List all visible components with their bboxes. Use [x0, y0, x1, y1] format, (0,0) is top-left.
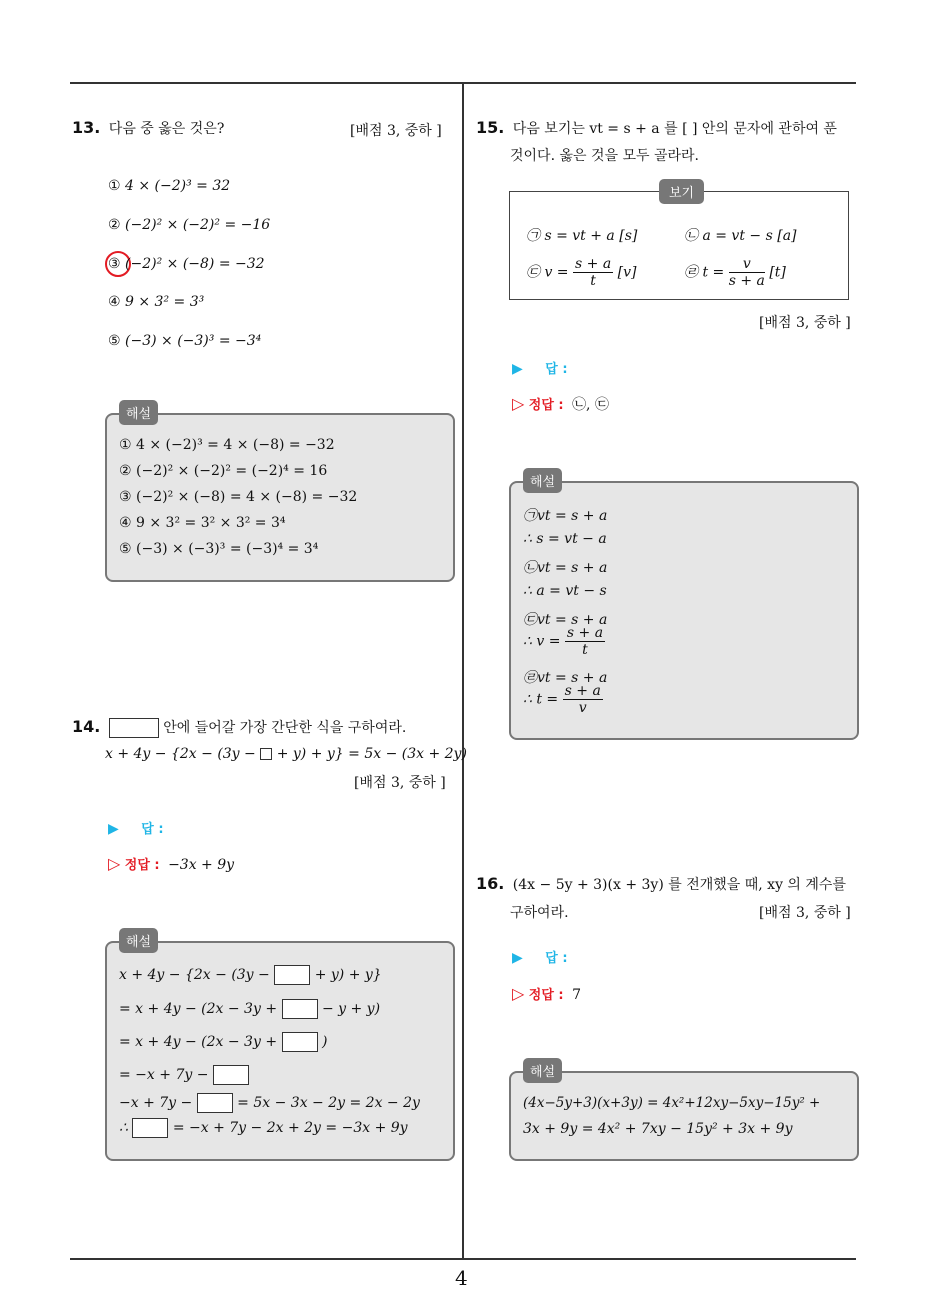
q16-meta: [배점 3, 중하 ]	[759, 905, 851, 921]
q14-correct-row	[108, 854, 234, 873]
q13-choice-2[interactable]: ② (−2)² × (−2)² = −16	[108, 217, 271, 233]
q13-sol-line-3: ③ (−2)² × (−8) = 4 × (−8) = −32	[119, 489, 358, 505]
q13-sol-line-1: ① 4 × (−2)³ = 4 × (−8) = −32	[119, 437, 335, 453]
q15-number: 15.	[476, 118, 505, 137]
q15-bogi-tag: 보기	[659, 179, 704, 204]
q15-bogi-box	[509, 191, 849, 300]
q16-text-1: (4x − 5y + 3)(x + 3y) 를 전개했을 때, xy 의 계수를	[512, 877, 846, 893]
q13-sol-line-2: ② (−2)² × (−2)² = (−2)⁴ = 16	[119, 463, 328, 479]
play-icon: ▶	[512, 950, 523, 966]
q13-choice-3[interactable]: ③ (−2)² × (−8) = −32	[108, 256, 265, 272]
q16-header	[476, 874, 846, 894]
q13-choice-4[interactable]: ④ 9 × 3² = 3³	[108, 294, 205, 310]
bogi-item-r: ㉣ t = $\frac{v}{s + a}$ [t]	[684, 256, 786, 289]
q16-sol-line-1: (4x−5y+3)(x+3y) = 4x²+12xy−5xy−15y² +	[523, 1095, 821, 1111]
q15-text-1: 다음 보기는 vt = s + a 를 [ ] 안의 문자에 관하여 푼	[512, 121, 837, 137]
q14-correct-label: 정답 :	[124, 858, 160, 873]
q15-solution-box	[509, 481, 859, 740]
q13-solution-tag: 해설	[119, 400, 158, 425]
q15-sol-line-3: ㉡vt = s + a	[523, 560, 608, 576]
q16-solution-tag: 해설	[523, 1058, 562, 1083]
q16-correct-value: 7	[572, 987, 581, 1003]
column-divider	[462, 83, 464, 1259]
q13-solution-box	[105, 413, 455, 582]
bogi-item-n: ㉡ a = vt − s [a]	[684, 228, 797, 244]
q13-choice-1[interactable]: ① 4 × (−2)³ = 32	[108, 178, 231, 194]
q15-correct-row	[512, 394, 609, 414]
q15-text-2: 것이다. 옳은 것을 모두 골라라.	[510, 148, 699, 164]
q14-sol-line-6: ∴ = −x + 7y − 2x + 2y = −3x + 9y	[119, 1120, 408, 1136]
play-icon: ▶	[512, 361, 523, 377]
q16-solution-box	[509, 1071, 859, 1161]
q14-expression: x + 4y − {2x − (3y − + y) + y} = 5x − (3x + 2y)	[105, 746, 467, 762]
q14-text: 안에 들어갈 가장 간단한 식을 구하여라.	[163, 720, 407, 736]
q16-answer-label: 답 :	[545, 951, 568, 966]
q15-sol-line-5: ㉢vt = s + a	[523, 612, 608, 628]
play-icon: ▶	[108, 821, 119, 837]
q14-header	[72, 717, 406, 738]
q14-solution-box	[105, 941, 455, 1161]
outline-triangle-icon: ▷	[512, 394, 525, 413]
q14-solution-tag: 해설	[119, 928, 158, 953]
q15-answer-row[interactable]	[512, 358, 568, 377]
q13-choice-5[interactable]: ⑤ (−3) × (−3)³ = −3⁴	[108, 333, 262, 349]
q14-correct-value: −3x + 9y	[168, 857, 235, 873]
q14-answer-row[interactable]	[108, 818, 164, 837]
q15-correct-value: ㉡, ㉢	[572, 397, 609, 413]
q15-meta: [배점 3, 중하 ]	[759, 315, 851, 331]
q16-text-2: 구하여라.	[510, 905, 569, 921]
q16-answer-row[interactable]	[512, 947, 568, 966]
q14-sol-line-2: = x + 4y − (2x − 3y + − y + y)	[119, 1001, 381, 1017]
q15-sol-line-1: ㉠vt = s + a	[523, 508, 608, 524]
q13-sol-line-4: ④ 9 × 3² = 3² × 3² = 3⁴	[119, 515, 286, 531]
bogi-item-g: ㉠ s = vt + a [s]	[526, 228, 638, 244]
q13-header	[72, 118, 224, 138]
q16-correct-row	[512, 984, 581, 1003]
q14-meta: [배점 3, 중하 ]	[354, 775, 446, 791]
q13-meta: [배점 3, 중하 ]	[350, 123, 442, 139]
q16-number: 16.	[476, 874, 505, 893]
q15-correct-label: 정답 :	[528, 398, 564, 413]
q14-sol-line-1: x + 4y − {2x − (3y − + y) + y}	[119, 967, 382, 983]
bogi-item-d: ㉢ v = $\frac{s + a}{t}$ [v]	[526, 256, 637, 289]
page-number: 4	[455, 1266, 468, 1290]
q14-number: 14.	[72, 717, 101, 736]
q15-header	[476, 118, 837, 138]
q15-sol-line-7: ㉣vt = s + a	[523, 670, 608, 686]
q13-number: 13.	[72, 118, 101, 137]
q13-text: 다음 중 옳은 것은?	[108, 121, 225, 137]
q15-sol-line-2: ∴ s = vt − a	[523, 531, 607, 547]
q13-sol-line-5: ⑤ (−3) × (−3)³ = (−3)⁴ = 3⁴	[119, 541, 319, 557]
q16-sol-line-2: 3x + 9y = 4x² + 7xy − 15y² + 3x + 9y	[523, 1121, 793, 1137]
q15-sol-line-8: ∴ t = $\frac{s + a}{v}$	[523, 683, 601, 716]
q15-solution-tag: 해설	[523, 468, 562, 493]
q14-sol-line-5: −x + 7y − = 5x − 3x − 2y = 2x − 2y	[119, 1095, 420, 1111]
blank-box-small	[260, 748, 272, 760]
q14-sol-line-3: = x + 4y − (2x − 3y + )	[119, 1034, 328, 1050]
q14-sol-line-4: = −x + 7y −	[119, 1065, 249, 1085]
bottom-rule	[70, 1258, 856, 1260]
q16-correct-label: 정답 :	[528, 988, 564, 1003]
q15-answer-label: 답 :	[545, 362, 568, 377]
q15-sol-line-4: ∴ a = vt − s	[523, 583, 607, 599]
outline-triangle-icon: ▷	[512, 984, 525, 1003]
outline-triangle-icon: ▷	[108, 854, 121, 873]
q14-answer-label: 답 :	[141, 822, 164, 837]
q15-sol-line-6: ∴ v = $\frac{s + a}{t}$	[523, 625, 604, 658]
blank-box	[109, 718, 159, 738]
